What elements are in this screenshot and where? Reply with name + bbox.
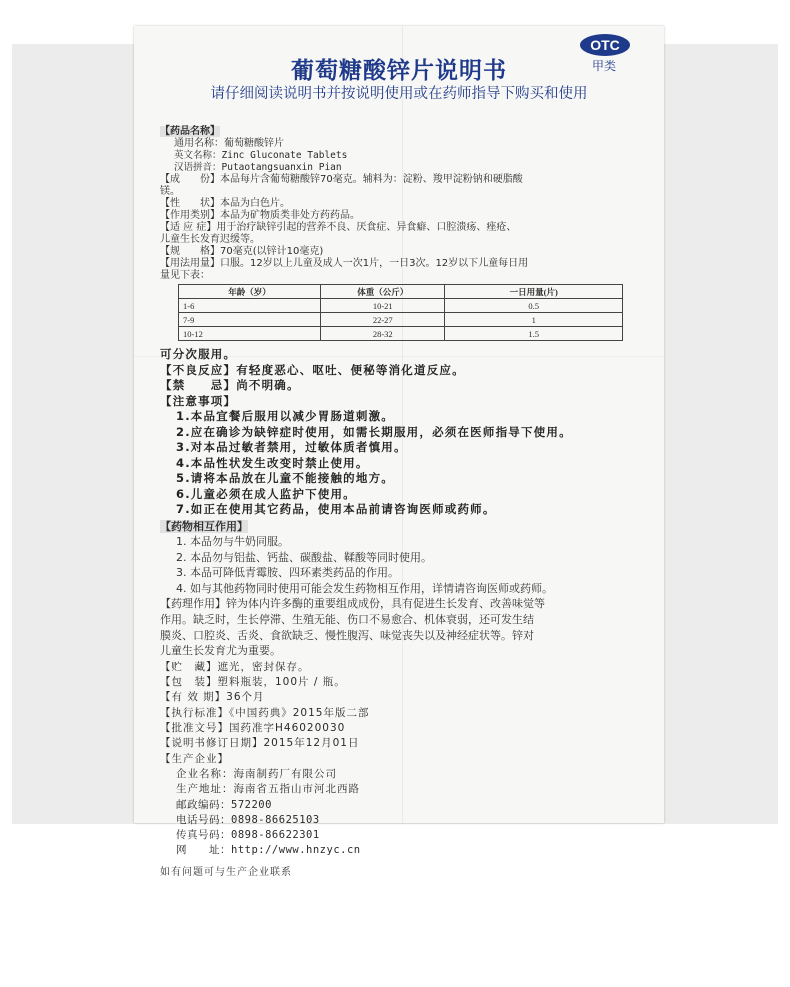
list-item: 3. 本品可降低青霉胺、四环素类药品的作用。 — [176, 566, 399, 580]
pharmacology-line: 【药理作用】锌为体内许多酶的重要组成成份，具有促进生长发育、改善味觉等 — [160, 597, 545, 611]
manufacturer-website: 网 址：http://www.hnzyc.cn — [176, 844, 361, 857]
table-cell: 1 — [445, 313, 623, 327]
english-name: 英文名称：Zinc Gluconate Tablets — [174, 150, 348, 161]
storage-line: 【贮 藏】遮光，密封保存。 — [160, 660, 310, 673]
properties-line: 【性 状】本品为白色片。 — [160, 198, 290, 209]
list-item: 5.请将本品放在儿童不能接触的地方。 — [176, 471, 394, 485]
otc-class-label: 甲类 — [592, 59, 617, 73]
adverse-reactions-line: 【不良反应】有轻度恶心、呕吐、便秘等消化道反应。 — [160, 362, 465, 377]
specification-line: 【规 格】70毫克(以锌计10毫克) — [160, 246, 324, 257]
manufacturer-address: 生产地址：海南省五指山市河北西路 — [176, 783, 360, 796]
contraindications-line: 【禁 忌】尚不明确。 — [160, 378, 300, 392]
approval-line: 【批准文号】国药准字H46020030 — [160, 722, 346, 735]
standard-line: 【执行标准】《中国药典》2015年版二部 — [160, 706, 370, 719]
interactions-heading: 【药物相互作用】 — [160, 519, 248, 533]
product-info-section — [160, 660, 640, 859]
table-row — [179, 327, 623, 341]
pinyin-name: 汉语拼音：Putaotangsuanxin Pian — [174, 162, 342, 173]
composition-line: 【成 份】本品每片含葡萄糖酸锌70毫克。辅料为：淀粉、羧甲淀粉钠和硬脂酸 — [160, 174, 523, 185]
manufacturer-fax: 传真号码：0898-86622301 — [176, 829, 320, 842]
table-cell: 22-27 — [321, 313, 445, 327]
leaflet-body — [160, 126, 640, 879]
dosage-line: 量见下表： — [160, 270, 210, 281]
manufacturer-name: 企业名称：海南制药厂有限公司 — [176, 767, 337, 780]
footer-note: 如有问题可与生产企业联系 — [160, 866, 292, 878]
table-cell: 1-6 — [179, 299, 321, 313]
list-item: 3.对本品过敏者禁用，过敏体质者慎用。 — [176, 440, 407, 454]
manufacturer-heading: 【生产企业】 — [160, 752, 229, 765]
dosage-line: 【用法用量】口服。12岁以上儿童及成人一次1片，一日3次。12岁以下儿童每日用 — [160, 258, 529, 269]
indications-line: 儿童生长发育迟缓等。 — [160, 234, 260, 245]
list-item: 2. 本品勿与铝盐、钙盐、碳酸盐、鞣酸等同时使用。 — [176, 550, 432, 564]
validity-line: 【有 效 期】36个月 — [160, 691, 265, 704]
pharmacology-line: 儿童生长发育尤为重要。 — [160, 644, 281, 658]
pharmacology-line: 作用。缺乏时，生长停滞、生殖无能、伤口不易愈合、机体衰弱，还可发生结 — [160, 613, 534, 627]
list-item: 7.如正在使用其它药品，使用本品前请咨询医师或药师。 — [176, 502, 496, 516]
table-cell: 1.5 — [445, 327, 623, 341]
manufacturer-postcode: 邮政编码：572200 — [176, 798, 272, 811]
list-item: 4. 如与其他药物同时使用可能会发生药物相互作用，详情请咨询医师或药师。 — [176, 581, 553, 595]
composition-line: 镁。 — [160, 186, 180, 197]
table-cell: 28-32 — [321, 327, 445, 341]
list-item: 1. 本品勿与牛奶同服。 — [176, 535, 289, 549]
table-cell: 10-21 — [321, 299, 445, 313]
list-item: 4.本品性状发生改变时禁止使用。 — [176, 455, 369, 470]
indications-line: 【适 应 症】用于治疗缺锌引起的营养不良、厌食症、异食癖、口腔溃疡、痤疮、 — [160, 222, 517, 233]
table-cell: 0.5 — [445, 299, 623, 313]
list-item: 1.本品宜餐后服用以减少胃肠道刺激。 — [176, 409, 394, 423]
package-line: 【包 装】塑料瓶装，100片 / 瓶。 — [160, 676, 346, 689]
manufacturer-phone: 电话号码：0898-86625103 — [176, 813, 320, 826]
leaflet-sheet — [134, 26, 664, 878]
column-header-daily-dose: 一日用量(片) — [445, 285, 623, 299]
revision-date-line: 【说明书修订日期】2015年12月01日 — [160, 737, 360, 750]
table-row — [179, 299, 623, 313]
precautions-heading: 【注意事项】 — [160, 393, 237, 408]
column-header-age: 年龄（岁） — [179, 285, 321, 299]
drug-name-heading: 【药品名称】 — [160, 126, 220, 137]
column-header-weight: 体重（公斤） — [321, 285, 445, 299]
otc-badge: OTC — [580, 34, 630, 56]
list-item: 6.儿童必须在成人监护下使用。 — [176, 486, 356, 501]
dosage-note: 可分次服用。 — [160, 347, 237, 361]
pharmacology-line: 膜炎、口腔炎、舌炎、食欲缺乏、慢性腹泻、味觉丧失以及神经症状等。锌对 — [160, 628, 534, 642]
interactions-section — [160, 519, 640, 659]
table-cell: 7-9 — [179, 313, 321, 327]
precautions-section — [160, 347, 640, 518]
table-cell: 10-12 — [179, 327, 321, 341]
document-subtitle: 请仔细阅读说明书并按说明使用或在药师指导下购买和使用 — [210, 86, 588, 102]
table-row — [179, 313, 623, 327]
dose-table — [178, 284, 623, 341]
list-item: 2.应在确诊为缺锌症时使用，如需长期服用，必须在医师指导下使用。 — [176, 424, 572, 439]
common-name: 通用名称：葡萄糖酸锌片 — [174, 138, 284, 149]
document-title: 葡萄糖酸锌片说明书 — [291, 58, 507, 84]
dose-table-header — [179, 285, 623, 299]
category-line: 【作用类别】本品为矿物质类非处方药药品。 — [160, 210, 360, 221]
